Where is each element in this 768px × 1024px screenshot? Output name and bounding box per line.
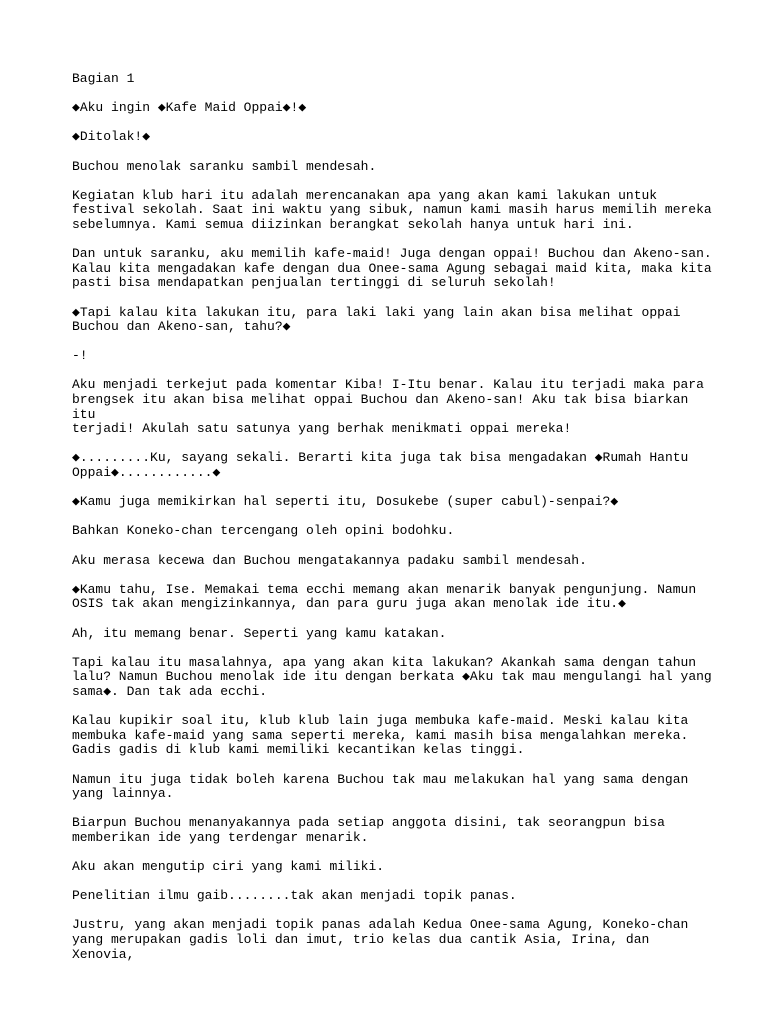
narrative-paragraph: Ah, itu memang benar. Seperti yang kamu katakan.: [72, 625, 447, 641]
narrative-paragraph: Kegiatan klub hari itu adalah merencanakan apa yang akan kami lakukan untuk festival sekolah. Saat ini waktu yang sibuk, namun kami masih harus memilih mereka sebelumnya. Kami semua diizinkan berangkat sekolah hanya untuk hari ini.: [72, 187, 712, 232]
narrative-paragraph: Aku merasa kecewa dan Buchou mengatakannya padaku sambil mendesah.: [72, 552, 587, 568]
narrative-paragraph: Dan untuk saranku, aku memilih kafe-maid! Juga dengan oppai! Buchou dan Akeno-san. Kalau kita mengadakan kafe dengan dua Onee-sama Agung sebagai maid kita, maka kita pasti bisa mendapatkan penjualan tertinggi di seluruh sekolah!: [72, 246, 712, 291]
dialogue-paragraph: ◆Aku ingin ◆Kafe Maid Oppai◆!◆: [72, 100, 307, 116]
narrative-paragraph: Aku akan mengutip ciri yang kami miliki.: [72, 859, 385, 875]
dialogue-paragraph: ◆Tapi kalau kita lakukan itu, para laki laki yang lain akan bisa melihat oppai Buchou dan Akeno-san, tahu?◆: [72, 304, 681, 335]
narrative-paragraph: Bahkan Koneko-chan tercengang oleh opini bodohku.: [72, 523, 455, 539]
narrative-paragraph: Kalau kupikir soal itu, klub klub lain juga membuka kafe-maid. Meski kalau kita membuka kafe-maid yang sama seperti mereka, kami masih bisa mengalahkan mereka. Gadis gadis di klub kami memiliki kecantikan kelas tinggi.: [72, 713, 689, 758]
narrative-paragraph: Aku menjadi terkejut pada komentar Kiba! I-Itu benar. Kalau itu terjadi maka para brengsek itu akan bisa melihat oppai Buchou dan Akeno-san! Aku tak bisa biarkan itu terjadi! Akulah satu satunya yang berhak menikmati oppai mereka!: [72, 377, 704, 437]
narrative-paragraph: Penelitian ilmu gaib........tak akan menjadi topik panas.: [72, 888, 517, 904]
dialogue-paragraph: ◆Kamu juga memikirkan hal seperti itu, Dosukebe (super cabul)-senpai?◆: [72, 494, 619, 510]
narrative-paragraph: -!: [72, 348, 88, 364]
dialogue-paragraph: ◆Ditolak!◆: [72, 129, 151, 145]
narrative-paragraph: Justru, yang akan menjadi topik panas adalah Kedua Onee-sama Agung, Koneko-chan yang merupakan gadis loli dan imut, trio kelas dua cantik Asia, Irina, dan Xenovia,: [72, 917, 689, 962]
narrative-paragraph: Buchou menolak saranku sambil mendesah.: [72, 158, 377, 174]
dialogue-paragraph: ◆.........Ku, sayang sekali. Berarti kita juga tak bisa mengadakan ◆Rumah Hantu Oppai◆............◆: [72, 450, 689, 481]
dialogue-paragraph: ◆Kamu tahu, Ise. Memakai tema ecchi memang akan menarik banyak pengunjung. Namun OSIS tak akan mengizinkannya, dan para guru juga akan menolak ide itu.◆: [72, 581, 697, 612]
narrative-paragraph: Namun itu juga tidak boleh karena Buchou tak mau melakukan hal yang sama dengan yang lainnya.: [72, 771, 689, 802]
narrative-paragraph: Biarpun Buchou menanyakannya pada setiap anggota disini, tak seorangpun bisa memberikan ide yang terdengar menarik.: [72, 815, 665, 845]
document-page: [72, 72, 712, 977]
section-heading: Bagian 1: [72, 71, 135, 86]
narrative-paragraph: Tapi kalau itu masalahnya, apa yang akan kita lakukan? Akankah sama dengan tahun lalu? Namun Buchou menolak ide itu dengan berkata ◆Aku tak mau mengulangi hal yang sama◆. Dan tak ada ecchi.: [72, 654, 712, 699]
